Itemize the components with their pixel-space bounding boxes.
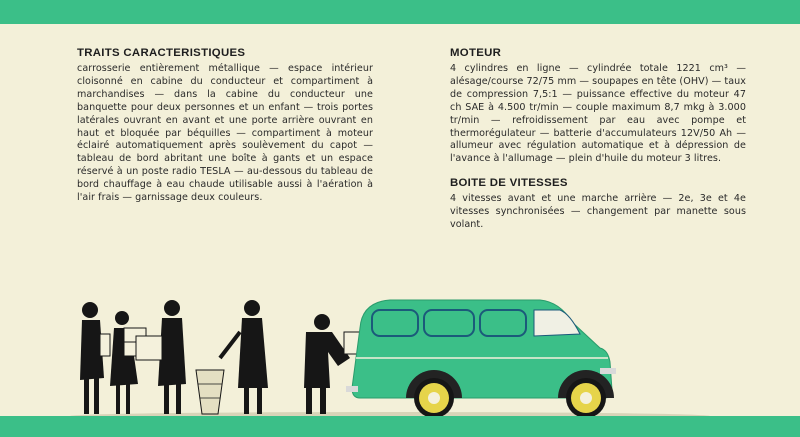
front-wheel-icon — [566, 378, 606, 418]
features-heading: TRAITS CARACTERISTIQUES — [77, 47, 246, 59]
specs-column — [450, 46, 746, 232]
person-figure-2 — [110, 311, 146, 414]
features-column — [77, 46, 373, 205]
basket-icon — [196, 370, 224, 414]
rear-wheel-icon — [414, 378, 454, 418]
person-figure-3 — [136, 300, 186, 414]
van-illustration — [60, 288, 760, 428]
engine-heading: MOTEUR — [450, 47, 502, 59]
gearbox-text: 4 vitesses avant et une marche arrière — 2e, 3e et 4e vitesses synchronisées — changement par manette sous volant. — [450, 193, 746, 231]
top-green-band — [0, 0, 800, 24]
gearbox-heading: BOITE DE VITESSES — [450, 177, 568, 190]
features-text: carrosserie entièrement métallique — espace intérieur cloisonné en cabine du conducteur et compartiment à marchandises — dans la cabine du conducteur une banquette pour deux personnes et un enfant — trois portes latérales ouvrant en avant et une porte arrière ouvrant en haut et bloquée par béquilles — compartiment à moteur éclairé automatiquement après soulèvement du capot — tableau de bord abritant une boîte à gants et un espace réservé à un poste radio TESLA — au-dessous du tableau de bord chauffage à eau chaude utilisable aussi à l'aération à l'air frais — garnissage deux couleurs. — [77, 63, 373, 204]
person-figure-5 — [304, 314, 362, 414]
person-figure-4 — [220, 300, 268, 414]
bottom-green-band — [0, 416, 800, 437]
person-figure-1 — [80, 302, 110, 414]
engine-text: 4 cylindres en ligne — cylindrée totale 1221 cm³ — alésage/course 72/75 mm — soupapes en tête (OHV) — taux de compression 7,5:1 — puissance effective du moteur 47 ch SAE à 4.500 tr/min — couple maximum 8,7 mkg à 3.000 tr/min — refroidissement par eau avec pompe et thermorégulateur — batterie d'accumulateurs 12V/50 Ah — allumeur avec régulation automatique et à dépression de l'avance à l'allumage — plein d'huile du moteur 3 litres. — [450, 63, 746, 165]
